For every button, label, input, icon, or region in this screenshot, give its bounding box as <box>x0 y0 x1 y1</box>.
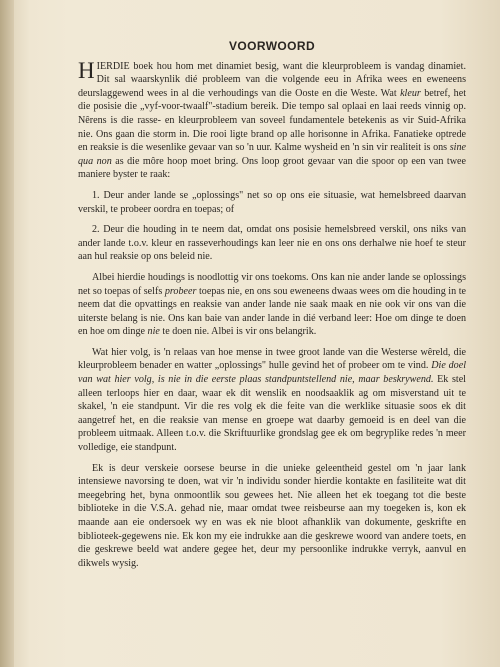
drop-cap: H <box>78 57 95 83</box>
paragraph-2: Albei hierdie houdings is noodlottig vir ons toekoms. Ons kan nie ander lande se oplossings net so toepas of selfs probeer toepas nie, en ons sou eweneens dwaas wees om die houding in te neem dat die opvattings en reaksie van ander lande nie saak maak en nie ook vir ons van die uiterste belang is nie. Ons kan baie van ander lande in dié verband leer: Hoe om dinge te doen en hoe om dinge nie te doen nie. Albei is vir ons belangrik. <box>78 271 466 338</box>
list-item-2: 2. Deur die houding in te neem dat, omdat ons posisie hemelsbreed verskil, ons niks van ander lande t.o.v. kleur en rasseverhoudings kan leer nie en ons ons derhalwe nie hoef te steur aan hul reaksie op ons beleid nie. <box>78 224 466 263</box>
page-content <box>78 40 466 577</box>
list-item-1: 1. Deur ander lande se „oplossings" net so op ons eie situasie, wat hemelsbreed daarvan verskil, te probeer oordra en toepas; of <box>78 189 466 215</box>
paragraph-4: Ek is deur verskeie oorsese beurse in die unieke geleentheid gestel om 'n jaar lank intensiewe navorsing te doen, wat vir 'n individu sonder hierdie kontakte en fasiliteite wat dit meegebring het, byna onmoontlik sou gewees het. Nie alleen het ek toegang tot die beste biblioteke in die V.S.A. gehad nie, maar omdat twee reisbeurse aan my toegeken is, kon ek maande aan eie ondersoek wy en was ek nie bloot afhanklik van dokumente, geskrifte en biblioteek-gegewens nie. Ek kon my eie indrukke aan die geskrewe woord van andere toets, en die geskrewe beeld wat andere gegee het, deur my persoonlike indrukke verryk, aanvul en dikwels wysig. <box>78 462 466 569</box>
paragraph-3: Wat hier volg, is 'n relaas van hoe mense in twee groot lande van die Westerse wêreld, die kleurprobleem benader en watter „oplossings" hulle gevind het of probeer om te vind. Die doel van wat hier volg, is nie in die eerste plaas standpuntstellend nie, maar beskrywend. Ek stel alleen terloops hier en daar, waar ek dit wenslik en noodsaaklik ag om misverstand uit te skakel, 'n eie standpunt. Vir die res volg ek die feite van die werklike situasie soos ek dit aangetref het, en die reaksie van mense en groepe wat daarby gemoeid is en deel van die probleem uitmaak. Alleen t.o.v. die Skriftuurlike grondslag gee ek om begryplike redes 'n meer volledige, eie standpunt. <box>78 346 467 454</box>
paragraph-intro: HIERDIE boek hou hom met dinamiet besig, want die kleurprobleem is vandag dinamiet. Dit sal waarskynlik dié probleem van die volgende eeu in Afrika wees en eweneens deurslaggewend wees in al die verhoudings van die Ooste en die Weste. Wat kleur betref, het die posisie die „vyf-voor-twaalf"-stadium bereik. Die tempo sal oplaai en laai reeds vinnig op. Nêrens is die rasse- en kleurprobleem van soveel fundamentele betekenis as vir Suid-Afrika nie. Ons gaan die storm in. Die rooi ligte brand op alle horisonne in Afrika. Fanatieke optrede en reaksie is die wesenlike gevaar van so 'n uur. Kalme wysheid en 'n sin vir realiteit is ons sine qua non as die môre hoop moet bring. Ons loop groot gevaar van die spoor op een van twee maniere byster te raak: <box>78 57 466 181</box>
page-gutter <box>0 0 14 667</box>
page-title: VOORWOORD <box>228 39 316 53</box>
